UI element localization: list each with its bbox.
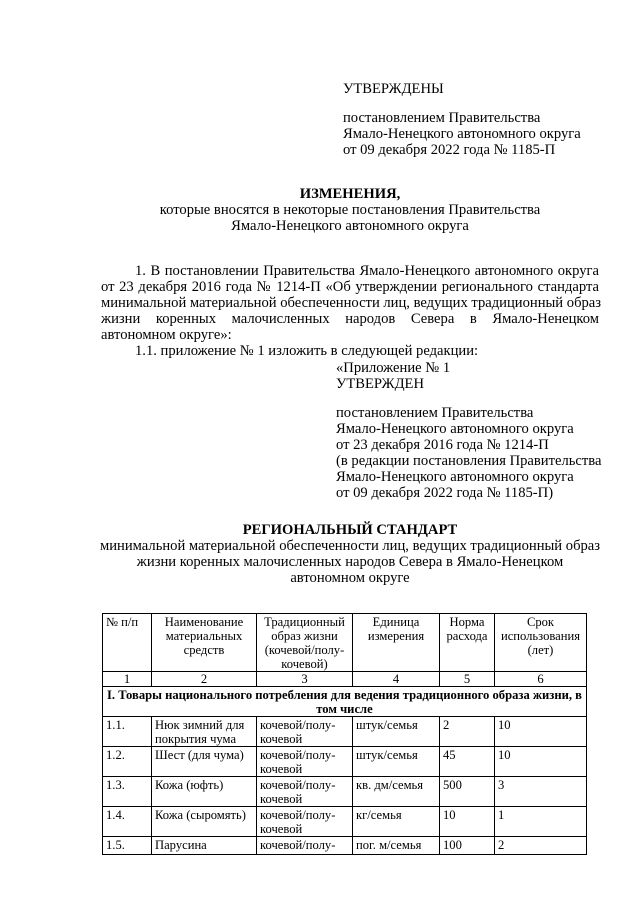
row-lifestyle: кочевой/полу-кочевой (257, 777, 353, 807)
row-unit: пог. м/семья (353, 837, 440, 855)
row-norm: 45 (440, 747, 495, 777)
row-lifestyle: кочевой/полу-кочевой (257, 807, 353, 837)
row-number: 1.3. (103, 777, 152, 807)
table-column-number-row (103, 672, 587, 687)
row-item-name: Нюк зимний для покрытия чума (152, 717, 257, 747)
column-number: 3 (257, 672, 353, 687)
row-norm: 100 (440, 837, 495, 855)
row-number: 1.1. (103, 717, 152, 747)
row-number: 1.2. (103, 747, 152, 777)
row-item-name: Кожа (юфть) (152, 777, 257, 807)
row-unit: кв. дм/семья (353, 777, 440, 807)
changes-subtitle: которые вносятся в некоторые постановления Правительства (159, 202, 541, 218)
table-header-cell: Норма расхода (440, 614, 495, 672)
table-header-cell: Срок использования (лет) (495, 614, 587, 672)
row-unit: штук/семья (353, 717, 440, 747)
approval-line: от 09 декабря 2022 года № 1185-П (343, 142, 556, 158)
approval-line: Ямало-Ненецкого автономного округа (343, 126, 581, 142)
row-lifestyle: кочевой/полу-кочевой (257, 747, 353, 777)
row-norm: 10 (440, 807, 495, 837)
paragraph-line: от 23 декабря 2016 года № 1214-П «Об утверждении регионального стандарта (101, 279, 599, 295)
row-term: 10 (495, 747, 587, 777)
appendix-line: Ямало-Ненецкого автономного округа (336, 421, 574, 437)
table-row (103, 777, 587, 807)
appendix-line: от 23 декабря 2016 года № 1214-П (336, 437, 549, 453)
appendix-line: (в редакции постановления Правительства (336, 453, 602, 469)
row-unit: штук/семья (353, 747, 440, 777)
row-unit: кг/семья (353, 807, 440, 837)
column-number: 4 (353, 672, 440, 687)
table-row (103, 837, 587, 855)
approval-title: УТВЕРЖДЕНЫ (343, 81, 444, 97)
row-number: 1.5. (103, 837, 152, 855)
row-term: 1 (495, 807, 587, 837)
row-item-name: Кожа (сыромять) (152, 807, 257, 837)
appendix-approved: УТВЕРЖДЕН (336, 376, 424, 392)
standard-subtitle: минимальной материальной обеспеченности лиц, ведущих традиционный образ (100, 538, 601, 554)
section-title: I. Товары национального потребления для ведения традиционного образа жизни, в том числе (103, 687, 587, 717)
row-term: 2 (495, 837, 587, 855)
row-norm: 500 (440, 777, 495, 807)
standard-table (102, 613, 587, 855)
table-section-row (103, 687, 587, 717)
row-term: 3 (495, 777, 587, 807)
table-header-cell: Наименование материальных средств (152, 614, 257, 672)
changes-title: ИЗМЕНЕНИЯ, (299, 186, 401, 202)
appendix-line: Ямало-Ненецкого автономного округа (336, 469, 574, 485)
table-row (103, 717, 587, 747)
changes-subtitle: Ямало-Ненецкого автономного округа (231, 218, 469, 234)
row-lifestyle: кочевой/полу- (257, 837, 353, 855)
row-lifestyle: кочевой/полу-кочевой (257, 717, 353, 747)
paragraph-line: автономном округе»: (101, 327, 232, 343)
appendix-line: от 09 декабря 2022 года № 1185-П) (336, 485, 554, 501)
row-term: 10 (495, 717, 587, 747)
appendix-title: «Приложение № 1 (336, 360, 451, 376)
column-number: 1 (103, 672, 152, 687)
table-header-cell: Традиционный образ жизни (кочевой/полу-кочевой) (257, 614, 353, 672)
row-item-name: Шест (для чума) (152, 747, 257, 777)
standard-subtitle: автономном округе (290, 570, 410, 586)
paragraph-line: жизни коренных малочисленных народов Севера в Ямало-Ненецком (101, 311, 599, 327)
approval-line: постановлением Правительства (343, 110, 541, 126)
table-header-row (103, 614, 587, 672)
row-number: 1.4. (103, 807, 152, 837)
standard-title: РЕГИОНАЛЬНЫЙ СТАНДАРТ (242, 522, 458, 538)
paragraph-line: минимальной материальной обеспеченности лиц, ведущих традиционный образ (101, 295, 602, 311)
row-norm: 2 (440, 717, 495, 747)
paragraph-line: 1. В постановлении Правительства Ямало-Ненецкого автономного округа (135, 263, 599, 279)
table-row (103, 807, 587, 837)
column-number: 6 (495, 672, 587, 687)
table-row (103, 747, 587, 777)
standard-subtitle: жизни коренных малочисленных народов Севера в Ямало-Ненецком (136, 554, 564, 570)
table-header-cell: Единица измерения (353, 614, 440, 672)
column-number: 2 (152, 672, 257, 687)
paragraph-1-1: 1.1. приложение № 1 изложить в следующей редакции: (135, 343, 479, 359)
appendix-line: постановлением Правительства (336, 405, 534, 421)
column-number: 5 (440, 672, 495, 687)
table-header-cell: № п/п (103, 614, 152, 672)
row-item-name: Парусина (152, 837, 257, 855)
